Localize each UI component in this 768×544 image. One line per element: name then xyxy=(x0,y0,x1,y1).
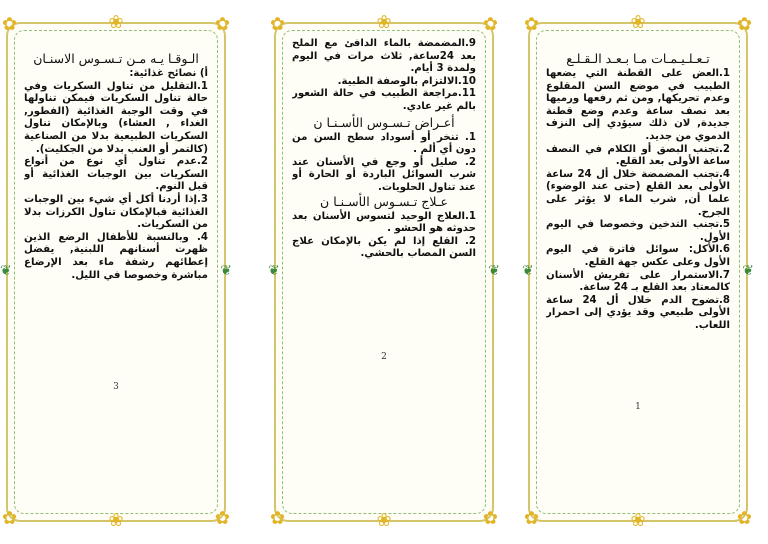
page-number: 1 xyxy=(635,402,641,412)
text-line: 3.إذا أردنا أكل أي شيء بين الوجبات الغذائية فبالإمكان تناول الكرزات بدلا من السكريات. xyxy=(24,193,208,231)
panel-text xyxy=(546,68,730,332)
text-line: 2. القلع إذا لم يكن بالإمكان علاج السن المصاب بالحشي. xyxy=(292,235,476,260)
text-line: 1.العض على القطنة التي يضعها الطبيب في موضع السن المقلوع وعدم تحريكها, ومن ثم رفعها ورميها بعد نصف ساعة وعدم وضع قطنة جديدة, لان ذلك سيؤدي إلى النزف الدموي من جديد. xyxy=(546,68,730,142)
flower-ornament-icon: ✿ xyxy=(2,508,18,529)
panel-content xyxy=(292,38,476,496)
flower-ornament-icon: ❀ xyxy=(630,510,646,531)
section-heading: عـلاج تـسـوس الأسـنـا ن xyxy=(320,193,448,209)
page-number: 2 xyxy=(381,352,387,362)
text-line: 7.الاستمرار على تفريش الأسنان كالمعتاد بعد القلع بـ 24 ساعة. xyxy=(546,269,730,294)
panel-content xyxy=(24,52,208,496)
flower-ornament-icon: ❀ xyxy=(376,510,392,531)
flower-ornament-icon: ✿ xyxy=(524,14,540,35)
flower-ornament-icon: ✿ xyxy=(270,14,286,35)
text-line: 5.تجنب التدخين وخصوصا في اليوم الأول. xyxy=(546,219,730,243)
flower-ornament-icon: ✿ xyxy=(270,508,286,529)
text-line: 1. تنخر أو أسوداد سطح السن من دون أي ألم . xyxy=(292,131,476,156)
text-line: 4.تجنب المضمضة خلال أل 24 ساعة الأولى بعد القلع (حتى عند الوضوء) علما أن, شرب الماء لا يؤثر على الجرح. xyxy=(546,168,730,218)
panel-title: الـوقـا يـه مـن تـسـوس الاسنـان xyxy=(33,52,199,66)
section-heading: أعـراض تـسـوس الأسـنـا ن xyxy=(313,114,455,130)
leaf-ornament-icon: ❦ xyxy=(268,263,280,280)
flower-ornament-icon: ✿ xyxy=(736,14,752,35)
panel-page-2 xyxy=(268,12,500,531)
leaf-ornament-icon: ❦ xyxy=(742,263,754,280)
flower-ornament-icon: ❀ xyxy=(630,12,646,33)
panel-text xyxy=(292,38,476,114)
leaf-ornament-icon: ❦ xyxy=(522,263,534,280)
panel-text xyxy=(292,132,476,195)
text-line: 2. صليل أو وجع في الأسنان عند شرب السوائل الباردة أو الحارة أو عند تناول الحلويات. xyxy=(292,156,476,193)
flower-ornament-icon: ✿ xyxy=(736,508,752,529)
leaf-ornament-icon: ❦ xyxy=(0,263,12,280)
flower-ornament-icon: ✿ xyxy=(524,508,540,529)
flower-ornament-icon: ❀ xyxy=(108,510,124,531)
text-line: أ) نصائح غذائية: xyxy=(129,68,208,79)
page-number: 3 xyxy=(113,382,119,392)
text-line: 10.الالتزام بالوصفة الطبية. xyxy=(337,75,476,87)
flower-ornament-icon: ✿ xyxy=(2,14,18,35)
flower-ornament-icon: ❀ xyxy=(376,12,392,33)
leaf-ornament-icon: ❦ xyxy=(220,263,232,280)
text-line: 2.عدم تناول أي نوع من أنواع السكريات بين الوجبات الغذائية أو قبل النوم. xyxy=(24,156,208,193)
text-line: 9.المضمضة بالماء الدافئ مع الملح بعد 24ساعة, ثلاث مرات في اليوم ولمدة 3 أيام. xyxy=(292,38,476,75)
panel-content xyxy=(546,52,730,496)
flower-ornament-icon: ❀ xyxy=(108,12,124,33)
leaf-ornament-icon: ❦ xyxy=(488,263,500,280)
panel-page-3 xyxy=(0,12,232,531)
text-line: 1.العلاج الوحيد لتسوس الأسنان بعد حدوثه هو الحشو . xyxy=(292,210,476,235)
text-line: 11.مراجعة الطبيب في حالة الشعور بالم غير عادي. xyxy=(292,88,476,112)
text-line: 4. وبالنسبة للأطفال الرضع الذين ظهرت أسنانهم اللبنية, يفضل إعطائهم رشفة ماء بعد الإرضاع مباشرة وخصوصا في الليل. xyxy=(24,231,208,281)
panel-title: تـعـلـيـمـات مـا بـعـد الـقـلـع xyxy=(566,52,710,66)
text-line: 6.الأكل: سوائل فاترة في اليوم الأول وعلى عكس جهة القلع. xyxy=(546,244,730,268)
text-line: 1.التقليل من تناول السكريات وفي حالة تناول السكريات فيمكن تناولها في وقت الوجبة الغذائية (الفطور, الغداء , العشاء) وبالإمكان تناول السكريات الطبيعية بدلا من الصناعية (كالتمر أو العنب بدلا من الجكليت). xyxy=(24,80,208,155)
flower-ornament-icon: ✿ xyxy=(482,14,498,35)
panel-text xyxy=(24,68,208,282)
text-line: 8.تضوح الدم خلال أل 24 ساعة الأولى طبيعي وقد يؤدي إلى احمرار اللعاب. xyxy=(546,294,730,331)
flower-ornament-icon: ✿ xyxy=(214,14,230,35)
panel-text xyxy=(292,211,476,261)
text-line: 2.تجنب البصق أو الكلام في النصف ساعة الأولى بعد القلع. xyxy=(546,143,730,168)
flower-ornament-icon: ✿ xyxy=(482,508,498,529)
flower-ornament-icon: ✿ xyxy=(214,508,230,529)
panel-page-1 xyxy=(522,12,754,531)
